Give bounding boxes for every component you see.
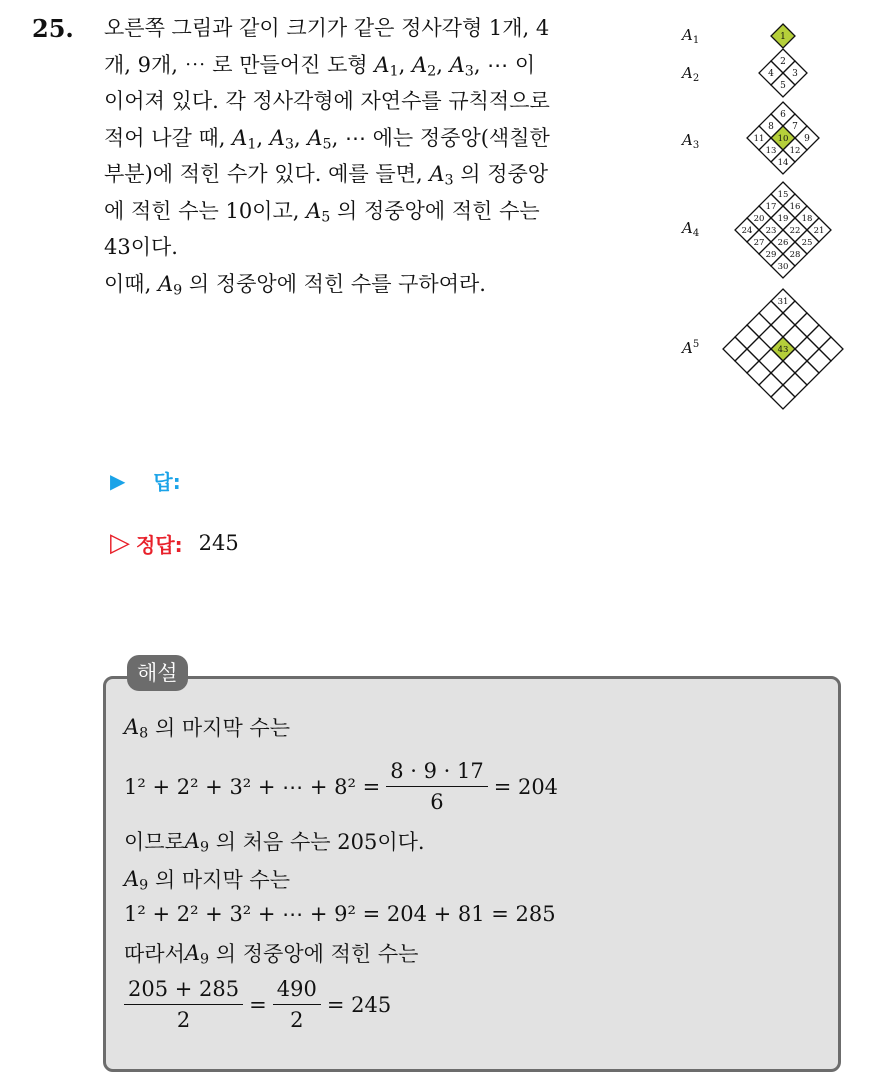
question-line: 43이다. xyxy=(104,235,178,259)
question-line: 이때, $A_9$ 의 정중앙에 적힌 수를 구하여라. xyxy=(104,271,486,299)
question-line: 오른쪽 그림과 같이 크기가 같은 정사각형 1개, 4 xyxy=(104,16,550,40)
solution-line: 이므로 $A_9$ 의 처음 수는 205이다. xyxy=(124,829,425,856)
cell-number: 16 xyxy=(789,202,801,212)
cell-number: 28 xyxy=(789,250,801,260)
figure-label: $A_3$ xyxy=(682,131,700,151)
cell-number: 30 xyxy=(777,262,789,272)
cell-number: 27 xyxy=(753,238,765,248)
cell-number: 10 xyxy=(777,134,789,144)
cell-number: 21 xyxy=(813,226,825,236)
solution-equation: 1² + 2² + 3² + ⋯ + 9² = 204 + 81 = 285 xyxy=(124,902,556,926)
fraction: $\frac{8 \cdot 9 \cdot 17}{6}$ xyxy=(386,758,488,815)
cell-number: 24 xyxy=(741,226,753,236)
cell-number: 9 xyxy=(804,134,810,144)
question-line: 이어져 있다. 각 정사각형에 자연수를 규칙적으로 xyxy=(104,89,550,113)
play-arrow-icon: ▶ xyxy=(110,468,126,493)
cell-number: 29 xyxy=(765,250,777,260)
cell-number: 26 xyxy=(777,238,789,248)
cell-number: 5 xyxy=(780,81,786,91)
cell-number: 2 xyxy=(780,57,786,67)
question-text xyxy=(104,10,664,302)
cell-number: 11 xyxy=(753,134,765,144)
cell-number: 17 xyxy=(765,202,777,212)
solution-line: $A_9$ 의 마지막 수는 xyxy=(124,867,291,894)
cell-number: 31 xyxy=(777,297,789,307)
cell-number: 43 xyxy=(777,345,789,355)
cell-number: 25 xyxy=(801,238,813,248)
solution-tag: 해설 xyxy=(127,655,188,691)
cell-number: 18 xyxy=(801,214,813,224)
outline-arrow-icon: ▷ xyxy=(110,528,130,558)
question-line: 부분)에 적힌 수가 있다. 예를 들면, $A_3$ 의 정중앙 xyxy=(104,162,549,189)
answer-label: 답: xyxy=(153,470,181,494)
figure-label: $A_2$ xyxy=(682,64,700,84)
figure-label: $A_1$ xyxy=(682,26,700,46)
correct-answer-row xyxy=(110,528,239,558)
cell-number: 7 xyxy=(792,122,798,132)
cell-number: 8 xyxy=(768,122,774,132)
cell-number: 1 xyxy=(780,32,786,42)
question-line: 에 적힌 수는 10이고, $A_5$ 의 정중앙에 적힌 수는 xyxy=(104,198,540,226)
cell-number: 3 xyxy=(792,69,798,79)
solution-line: 따라서 $A_9$ 의 정중앙에 적힌 수는 xyxy=(124,941,419,968)
figure-square-patterns xyxy=(678,18,858,423)
cell-number: 22 xyxy=(789,226,801,236)
question-number: 25. xyxy=(32,14,74,43)
cell-number: 19 xyxy=(777,214,789,224)
question-line: 적어 나갈 때, $A_1$, $A_3$, $A_5$, ⋯ 에는 정중앙(색칠한 xyxy=(104,125,550,153)
cell-number: 4 xyxy=(768,69,774,79)
cell-number: 14 xyxy=(777,158,789,168)
cell-number: 23 xyxy=(765,226,777,236)
cell-number: 15 xyxy=(777,190,789,200)
cell-number: 12 xyxy=(789,146,801,156)
fraction: $\frac{205 + 285}{2}$ xyxy=(124,976,243,1033)
answer-row xyxy=(110,466,181,495)
solution-equation: $\frac{205 + 285}{2}$ = $\frac{490}{2}$ = 245 xyxy=(124,976,391,1033)
cell-number: 6 xyxy=(780,110,786,120)
solution-equation: 1² + 2² + 3² + ⋯ + 8² = $\frac{8 \cdot 9 \cdot 17}{6}$ = 204 xyxy=(124,759,559,814)
figure-label: $A^5$ xyxy=(682,339,700,357)
figure-label: $A_4$ xyxy=(682,219,700,239)
fraction: $\frac{490}{2}$ xyxy=(273,976,321,1033)
cell-number: 20 xyxy=(753,214,765,224)
solution-line: $A_8$ 의 마지막 수는 xyxy=(124,715,291,742)
cell-number: 13 xyxy=(765,146,777,156)
correct-answer-label: 정답: xyxy=(136,532,183,557)
question-line: 개, 9개, ⋯ 로 만들어진 도형 $A_1$, $A_2$, $A_3$, ⋯ 이 xyxy=(104,52,536,80)
correct-answer-value: 245 xyxy=(198,531,239,555)
